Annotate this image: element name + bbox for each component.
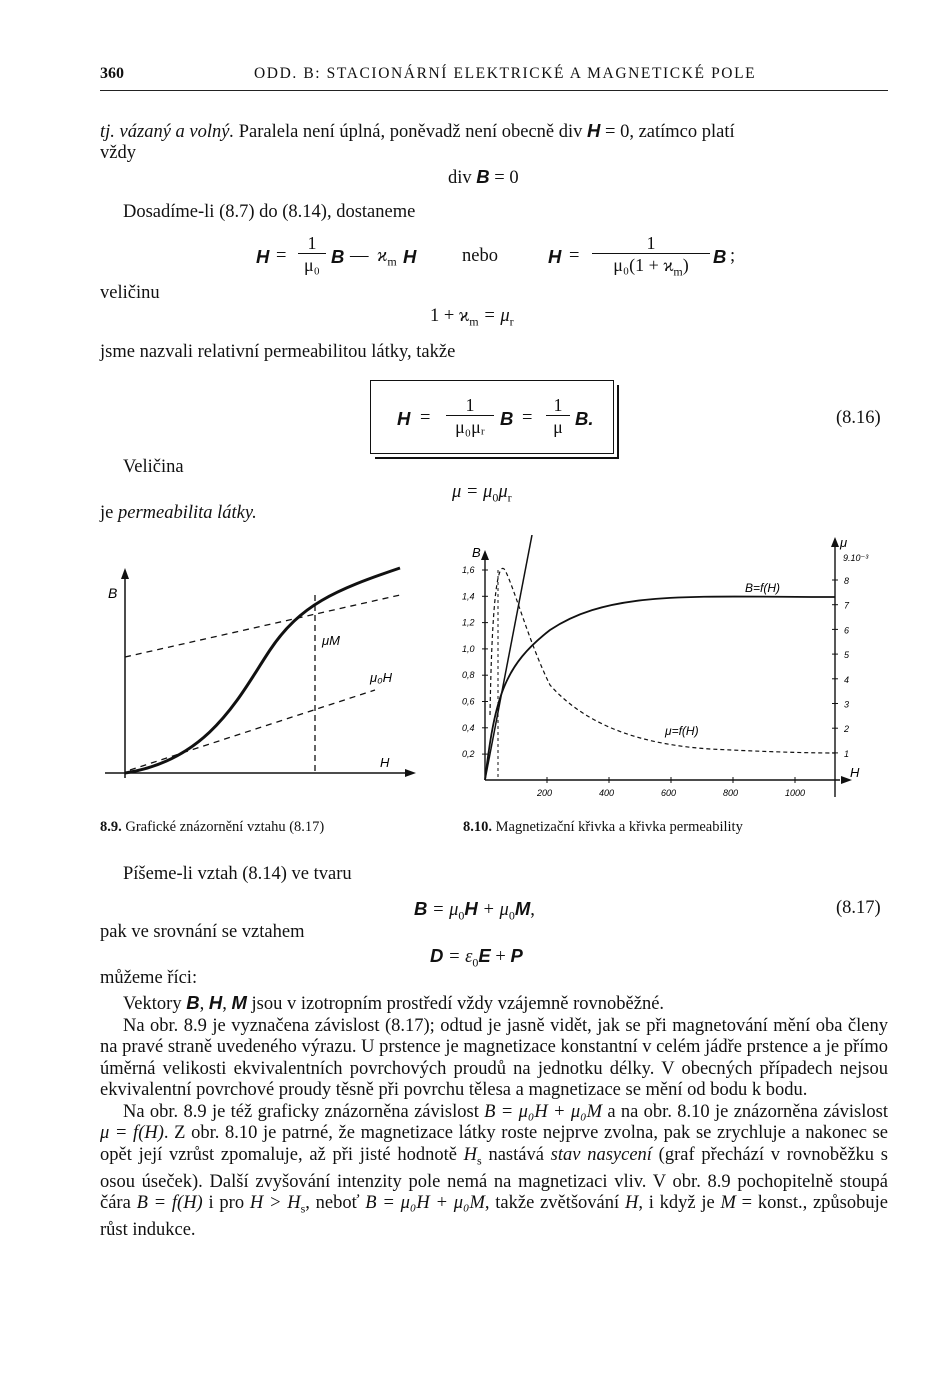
eq1-frac2 bbox=[592, 233, 710, 283]
text-permeabilita bbox=[100, 503, 257, 524]
eq1-h3: H bbox=[548, 246, 562, 267]
p1-g: jsou v izotropním prostředí vždy vzájemně rovnoběžné. bbox=[246, 994, 665, 1014]
page-number: 360 bbox=[100, 65, 124, 82]
fig810-mu-tick-label: 4 bbox=[844, 674, 850, 685]
eq1-den1: μ₀ bbox=[304, 255, 320, 275]
text-dosadime: Dosadíme-li (8.7) do (8.14), dostaneme bbox=[123, 202, 416, 222]
caption-810-num: 8.10. bbox=[463, 819, 492, 835]
fig810-mu-tick-label: 7 bbox=[844, 600, 850, 611]
eq817-b: B bbox=[414, 898, 428, 919]
eq816-frac1 bbox=[446, 395, 494, 438]
eq1-b2: B bbox=[713, 246, 727, 267]
caption-89-num: 8.9. bbox=[100, 819, 122, 835]
eq817-comma: , bbox=[530, 900, 535, 920]
text-jsme: jsme nazvali relativní permeabilitou látky, takže bbox=[100, 342, 456, 362]
p3-l-sub: s bbox=[300, 1201, 306, 1216]
equation-div-b bbox=[448, 166, 519, 189]
p3-j: B = f(H) bbox=[136, 1193, 203, 1214]
eq1-eq2: = bbox=[569, 246, 580, 266]
fig89-b-curve bbox=[125, 568, 400, 773]
eq1-frac1 bbox=[298, 233, 326, 276]
caption-89-text: Grafické znázornění vztahu (8.17) bbox=[121, 819, 325, 835]
eq1-kappa: ϰ bbox=[377, 246, 388, 266]
p3-r: M bbox=[720, 1193, 736, 1214]
figure-8-10 bbox=[440, 535, 890, 810]
eq816-den1: μ₀μᵣ bbox=[455, 417, 485, 437]
caption-810-text: Magnetizační křivka a křivka permeability bbox=[492, 819, 743, 835]
header-rule bbox=[100, 90, 888, 91]
fig810-b-tick-label: 1,4 bbox=[462, 591, 475, 602]
eq816-den2: μ bbox=[553, 417, 563, 437]
eq817-sub2: 0 bbox=[508, 908, 515, 923]
eq1-sub-m: m bbox=[387, 254, 397, 269]
fig810-b-tick-label: 0,6 bbox=[462, 696, 475, 707]
fig89-label-mu0h: μ₀H bbox=[370, 670, 392, 685]
eq-mu-sub2: r bbox=[507, 490, 512, 505]
fig89-dash-mu0h bbox=[130, 690, 375, 770]
eq-mur-a: 1 + ϰ bbox=[430, 306, 470, 326]
p1-b: B bbox=[186, 992, 200, 1013]
eqd-d: D bbox=[430, 945, 444, 966]
equation-number-817: (8.17) bbox=[836, 898, 881, 918]
text-zatimco: = 0, zatímco platí bbox=[600, 122, 735, 142]
eq816-eq: = bbox=[420, 408, 431, 428]
fig810-b-tick-label: 0,2 bbox=[462, 749, 475, 760]
text-velicina: Veličina bbox=[123, 457, 184, 477]
fig810-mu-tick-label: 1 bbox=[844, 748, 850, 759]
eq1-kappa-wrap bbox=[377, 246, 397, 270]
p3-h: stav nasycení bbox=[550, 1144, 652, 1165]
fig810-h-tick-label: 600 bbox=[661, 788, 677, 798]
eq817-sub1: 0 bbox=[458, 908, 465, 923]
fig810-arrow-b bbox=[481, 550, 489, 560]
eq816-b: B bbox=[500, 408, 514, 429]
p1-a: Vektory bbox=[123, 994, 187, 1014]
fig89-label-h: H bbox=[380, 755, 390, 770]
equation-mu-r bbox=[430, 306, 514, 330]
eq816-h: H bbox=[397, 408, 411, 429]
text-vzdy: vždy bbox=[100, 143, 136, 163]
eq1-semi: ; bbox=[730, 246, 736, 266]
fig810-mu-tick-label: 8 bbox=[844, 576, 850, 586]
p3-m: , neboť bbox=[305, 1193, 366, 1214]
eq817-plus: + μ bbox=[477, 900, 509, 920]
paragraph-obr89: Na obr. 8.9 je vyznačena závislost (8.17); odtud je jasně vidět, jak se při magnetování mění oba členy na pravé straně uvedeného výrazu. U prstence je magnetizace konstantní v celém jádře prstence a je přímo úměrná velikosti ekvivalentních povrchových proudů na jednotku délky. V obecných případech nejsou ekvivalentní povrchové proudy těsně při povrchu tělesa a magnetizace se mění od bodu k bodu. bbox=[100, 1015, 888, 1100]
p3-d: μ = f(H) bbox=[100, 1123, 164, 1143]
fig810-mu-tick-label: 3 bbox=[844, 699, 850, 710]
eq1-b: B bbox=[331, 246, 345, 267]
fig810-h-tick-label: 1000 bbox=[785, 788, 806, 798]
eqd-e: E bbox=[478, 945, 491, 966]
eqd-p: P bbox=[510, 945, 523, 966]
p1-c: , bbox=[199, 994, 209, 1014]
eq816-b2: B. bbox=[575, 408, 594, 429]
p3-s: = konst., způsobuje růst indukce. bbox=[100, 1193, 888, 1241]
eqd-sub: 0 bbox=[472, 955, 479, 970]
p3-g: nastává bbox=[481, 1144, 551, 1165]
eq-mu-a: μ = μ bbox=[452, 482, 493, 502]
eq816-num1: 1 bbox=[446, 395, 494, 416]
caption-fig-8-10 bbox=[463, 819, 743, 836]
p3-f-sub: s bbox=[477, 1153, 482, 1168]
eqd-eq: = ε bbox=[443, 947, 473, 967]
equation-number-816: (8.16) bbox=[836, 408, 881, 428]
figure-8-9 bbox=[100, 565, 420, 795]
fig89-dash-upper bbox=[125, 595, 400, 657]
text-permeabilita-latky: permeabilita látky. bbox=[117, 503, 257, 523]
p1-e: , bbox=[222, 994, 232, 1014]
eq-mu-sub: 0 bbox=[492, 490, 499, 505]
fig810-label-b: B bbox=[472, 545, 481, 560]
eq1-num2: 1 bbox=[592, 233, 710, 254]
fig89-arrow-b bbox=[121, 568, 129, 579]
eq-div: div bbox=[448, 168, 477, 188]
p1-f: M bbox=[231, 992, 247, 1013]
eq816-frac2 bbox=[546, 395, 570, 438]
eq-zero: = 0 bbox=[489, 168, 519, 188]
equation-8-17 bbox=[414, 898, 535, 924]
eq1-minus: — bbox=[350, 246, 369, 266]
paragraph-zavislost bbox=[100, 1102, 888, 1242]
eq1-h: H bbox=[256, 246, 270, 267]
eq816-eq2: = bbox=[522, 408, 533, 428]
eq1-den2-end: ) bbox=[682, 255, 689, 275]
fig810-h-tick-label: 800 bbox=[723, 788, 739, 798]
eq816-num2: 1 bbox=[546, 395, 570, 416]
fig810-mu-tick-label: 2 bbox=[844, 724, 850, 735]
eq-b: B bbox=[476, 166, 490, 187]
text-paralela: Paralela není úplná, poněvadž není obecně div bbox=[234, 122, 588, 142]
fig810-label-mu-scale: 9.10⁻³ bbox=[843, 553, 869, 563]
p3-n: B = μ₀H + μ₀M bbox=[365, 1193, 485, 1214]
fig810-b-tick-label: 1,2 bbox=[462, 617, 475, 628]
fig810-b-tick-label: 0,8 bbox=[462, 670, 475, 681]
paragraph-vektory bbox=[100, 992, 888, 1016]
fig810-b-tick-label: 1,6 bbox=[462, 565, 475, 575]
running-title: ODD. B: STACIONÁRNÍ ELEKTRICKÉ A MAGNETICKÉ POLE bbox=[254, 65, 757, 82]
eq817-h: H bbox=[464, 898, 478, 919]
fig810-h-tick-label: 400 bbox=[599, 788, 615, 798]
fig810-mu-tick-label: 5 bbox=[844, 650, 850, 661]
equation-d bbox=[430, 945, 523, 971]
eq-mur-b: = μ bbox=[478, 306, 510, 326]
text-velicinu: veličinu bbox=[100, 283, 160, 303]
intro-line bbox=[100, 120, 735, 143]
fig810-bfh-curve bbox=[485, 597, 835, 780]
fig810-h-tick-label: 200 bbox=[537, 788, 553, 798]
eqd-plus: + bbox=[490, 947, 511, 967]
eq1-nebo: nebo bbox=[462, 246, 498, 266]
text-piseme: Píšeme-li vztah (8.14) ve tvaru bbox=[123, 864, 352, 884]
fig810-label-bfh: B=f(H) bbox=[745, 581, 781, 595]
text-muzeme: můžeme říci: bbox=[100, 968, 198, 988]
text-vazany: tj. vázaný a volný. bbox=[100, 122, 235, 142]
text-je: je bbox=[100, 503, 118, 523]
eq-mur-sub2: r bbox=[509, 314, 514, 329]
eq1-den2-text: μ₀(1 + ϰ bbox=[613, 255, 674, 275]
fig810-mu-tick-label: 6 bbox=[844, 625, 850, 636]
p3-e: . Z obr. 8.10 je patrné, že magnetizace látky roste nejprve zvolna, pak se zrychluje a nakonec se opět její vzrůst zpomaluje, až při jisté hodnotě bbox=[100, 1123, 889, 1165]
p3-f: H bbox=[463, 1144, 478, 1165]
text-pak: pak ve srovnání se vztahem bbox=[100, 922, 305, 942]
p3-k: i pro bbox=[202, 1193, 250, 1214]
fig810-b-ticks bbox=[462, 565, 488, 759]
fig89-arrow-h bbox=[405, 769, 416, 777]
p3-c: a na obr. 8.10 je znázorněna závislost bbox=[602, 1101, 888, 1122]
eq817-eq: = μ bbox=[427, 900, 459, 920]
fig810-label-h: H bbox=[850, 765, 860, 780]
symbol-h: H bbox=[587, 120, 601, 141]
fig810-arrow-mu bbox=[831, 537, 839, 547]
eq817-m: M bbox=[514, 898, 531, 919]
p3-a: Na obr. 8.9 je též graficky znázorněna závislost bbox=[123, 1101, 485, 1122]
fig810-b-tick-label: 1,0 bbox=[462, 643, 475, 654]
eq1-num1: 1 bbox=[298, 233, 326, 254]
caption-fig-8-9 bbox=[100, 819, 324, 836]
fig810-label-mufh: μ=f(H) bbox=[665, 724, 699, 738]
p3-p: H bbox=[624, 1193, 639, 1214]
p3-i: (graf přechází v rovnoběžku s osou úseček). Další zvyšování intenzity pole nemá na magnetizaci vliv. V obr. 8.9 pochopitelně stoupá čára bbox=[100, 1144, 888, 1214]
eq1-den2 bbox=[592, 254, 710, 283]
eq-mur-sub: m bbox=[469, 314, 479, 329]
equation-mu bbox=[452, 482, 512, 506]
fig89-label-b: B bbox=[108, 585, 118, 601]
eq1-eq: = bbox=[276, 246, 287, 266]
eq1-h2: H bbox=[403, 246, 417, 267]
fig810-label-mu: μ bbox=[840, 535, 848, 550]
eq-mu-b: μ bbox=[498, 482, 508, 502]
p3-b: B = μ₀H + μ₀M bbox=[484, 1101, 602, 1122]
p1-d: H bbox=[208, 992, 223, 1013]
eq1-den2-sub: m bbox=[673, 264, 683, 279]
p3-o: , takže zvětšování bbox=[484, 1193, 625, 1214]
fig89-label-mum: μM bbox=[322, 633, 340, 648]
p3-q: , i když je bbox=[638, 1193, 721, 1214]
body-text bbox=[100, 992, 888, 1242]
fig810-b-tick-label: 0,4 bbox=[462, 722, 475, 733]
p3-l: H > H bbox=[249, 1193, 301, 1214]
